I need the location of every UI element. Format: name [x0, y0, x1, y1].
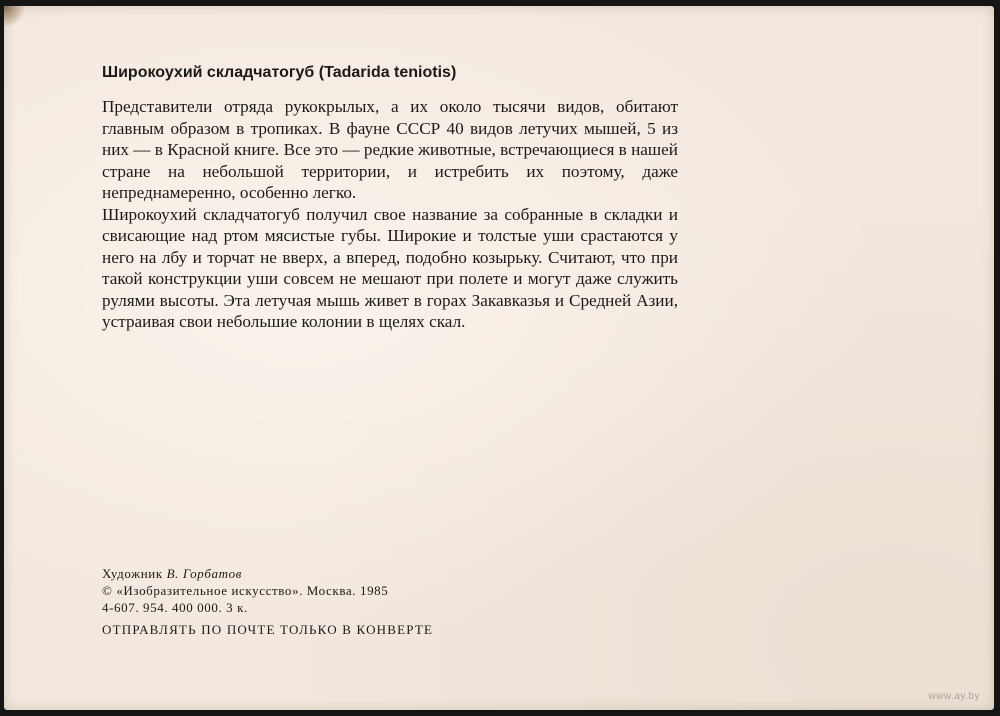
- site-watermark: www.ay.by: [928, 691, 980, 702]
- artist-label: Художник: [102, 566, 163, 581]
- artist-name: В. Горбатов: [166, 566, 242, 581]
- worn-corner: [4, 6, 26, 28]
- mailing-notice: ОТПРАВЛЯТЬ ПО ПОЧТЕ ТОЛЬКО В КОНВЕРТЕ: [102, 622, 434, 637]
- postcard-back: [4, 6, 994, 710]
- description-text: [102, 96, 678, 333]
- species-name-latin: (Tadarida teniotis): [318, 64, 457, 81]
- description-paragraph: Представители отряда рукокрылых, а их около тысячи видов, обитают главным образом в тропиках. В фауне СССР 40 видов летучих мышей, 5 из них — в Красной книге. Все это — редкие животные, встречающиеся в нашей стране на небольшой территории, и истребить их поэтому, даже непреднамеренно, особенно легко.: [102, 97, 678, 202]
- description-paragraph: Широкоухий складчатогуб получил свое название за собранные в складки и свисающие над ртом мясистые губы. Широкие и толстые уши срастаются у него на лбу и торчат не вверх, а вперед, подобно козырьку. Считают, что при такой конструкции уши совсем не мешают при полете и могут даже служить рулями высоты. Эта летучая мышь живет в горах Закавказья и Средней Азии, устраивая свои небольшие колонии в щелях скал.: [102, 204, 678, 331]
- publisher-line: © «Изобразительное искусство». Москва. 1985: [102, 583, 389, 598]
- species-name-russian: Широкоухий складчатогуб: [102, 64, 315, 81]
- species-title: [102, 61, 456, 82]
- catalog-line: 4-607. 954. 400 000. 3 к.: [102, 600, 248, 615]
- artist-credit: [102, 565, 388, 582]
- publication-credits: [102, 565, 388, 616]
